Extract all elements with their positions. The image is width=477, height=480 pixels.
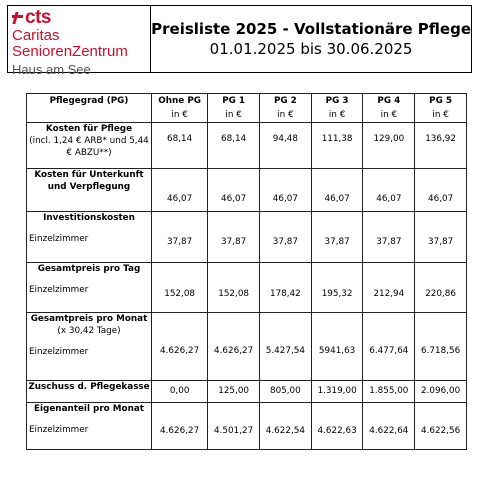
row-title: Zuschuss d. Pflegekasse (28, 382, 150, 392)
row-subtitle: Einzelzimmer (29, 425, 89, 435)
price-cell: 4.626,27 (152, 403, 208, 450)
price-cell: 6.477,64 (363, 313, 415, 381)
column-header: PG 2 in € (260, 94, 312, 123)
row-label (27, 263, 152, 313)
row-subtitle: Einzelzimmer (29, 234, 89, 244)
price-cell: 37,87 (415, 212, 467, 263)
price-cell: 46,07 (363, 169, 415, 212)
price-cell: 129,00 (363, 123, 415, 169)
row-subtitle: Einzelzimmer (29, 285, 89, 295)
price-cell: 5.427,54 (260, 313, 312, 381)
price-cell: 4.626,27 (152, 313, 208, 381)
table-row (27, 263, 467, 313)
price-cell: 178,42 (260, 263, 312, 313)
column-header: Ohne PG in € (152, 94, 208, 123)
price-cell: 1.855,00 (363, 381, 415, 403)
table-row (27, 123, 467, 169)
price-cell: 46,07 (260, 169, 312, 212)
price-cell: 46,07 (311, 169, 363, 212)
column-header: PG 3 in € (311, 94, 363, 123)
column-header: PG 1 in € (208, 94, 260, 123)
price-cell: 37,87 (363, 212, 415, 263)
logo-brand: cts (25, 7, 51, 28)
price-cell: 5941,63 (311, 313, 363, 381)
price-cell: 46,07 (208, 169, 260, 212)
price-cell: 1.319,00 (311, 381, 363, 403)
row-title: Kosten für Pflege (45, 124, 133, 134)
row-title: Investitionskosten (43, 213, 135, 223)
price-cell: 4.622,54 (260, 403, 312, 450)
row-title: Gesamtpreis pro Monat (30, 314, 148, 324)
logo-name-line2: SeniorenZentrum (12, 43, 128, 60)
logo-name-line1: Caritas (12, 27, 60, 44)
caritas-cross-icon (12, 11, 24, 25)
price-cell: 2.096,00 (415, 381, 467, 403)
price-cell: 37,87 (260, 212, 312, 263)
table-row (27, 313, 467, 381)
logo-cell (8, 6, 151, 77)
price-cell: 805,00 (260, 381, 312, 403)
price-cell: 212,94 (363, 263, 415, 313)
title-cell (151, 6, 471, 72)
price-cell: 4.622,63 (311, 403, 363, 450)
row-note: (incl. 1,24 € ARB* und 5,44 € ABZU**) (29, 136, 149, 158)
price-cell: 94,48 (260, 123, 312, 169)
price-cell: 4.626,27 (208, 313, 260, 381)
price-cell: 4.622,64 (363, 403, 415, 450)
price-cell: 68,14 (152, 123, 208, 169)
table-row (27, 212, 467, 263)
page-title: Preisliste 2025 - Vollstationäre Pflege (151, 20, 471, 38)
row-label (27, 212, 152, 263)
price-cell: 6.718,56 (415, 313, 467, 381)
header-table (7, 5, 472, 77)
row-title: Eigenanteil pro Monat (34, 404, 144, 414)
price-cell: 220,86 (415, 263, 467, 313)
row-title: Gesamtpreis pro Tag (37, 264, 141, 274)
price-cell: 4.622,56 (415, 403, 467, 450)
table-row (27, 403, 467, 450)
price-cell: 37,87 (208, 212, 260, 263)
price-cell: 125,00 (208, 381, 260, 403)
price-table (26, 93, 467, 450)
price-cell: 136,92 (415, 123, 467, 169)
row-label (27, 403, 152, 450)
price-cell: 37,87 (311, 212, 363, 263)
date-range: 01.01.2025 bis 30.06.2025 (209, 40, 413, 58)
caritas-logo (12, 8, 128, 78)
column-header: PG 5 in € (415, 94, 467, 123)
price-cell: 4.501,27 (208, 403, 260, 450)
price-cell: 195,32 (311, 263, 363, 313)
row-note: (x 30,42 Tage) (57, 326, 121, 336)
table-row (27, 169, 467, 212)
column-header: Pflegegrad (PG) (27, 94, 152, 123)
price-cell: 0,00 (152, 381, 208, 403)
column-header: PG 4 in € (363, 94, 415, 123)
row-subtitle: Einzelzimmer (29, 347, 89, 357)
row-label (27, 381, 152, 403)
logo-place: Haus am See (12, 62, 91, 77)
price-cell: 68,14 (208, 123, 260, 169)
row-label (27, 123, 152, 169)
price-cell: 111,38 (311, 123, 363, 169)
price-cell: 46,07 (152, 169, 208, 212)
row-title: Kosten für Unterkunft und Verpflegung (34, 170, 144, 192)
row-label (27, 313, 152, 381)
price-cell: 46,07 (415, 169, 467, 212)
table-row (27, 381, 467, 403)
price-cell: 152,08 (208, 263, 260, 313)
row-label (27, 169, 152, 212)
table-header-row (27, 94, 467, 123)
price-cell: 37,87 (152, 212, 208, 263)
price-cell: 152,08 (152, 263, 208, 313)
